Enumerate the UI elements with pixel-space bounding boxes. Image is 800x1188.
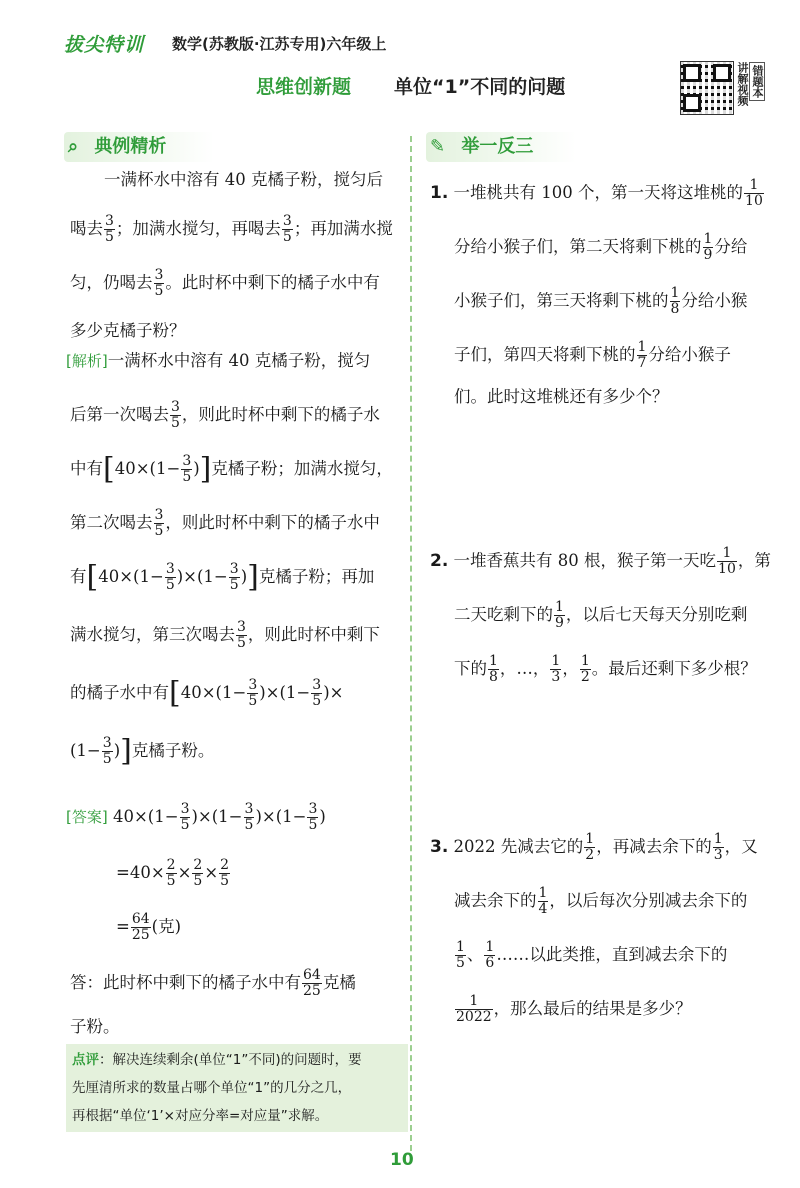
example-heading-text: 典例精析 xyxy=(94,136,167,157)
q1-number: 1. xyxy=(430,183,449,203)
analysis-line-6: 满水搅匀，第三次喝去 $\frac{3}{5}$ ，则此时杯中剩下 xyxy=(70,619,380,651)
comment-line-3: 再根据“单位‘1’×对应分率=对应量”求解。 xyxy=(72,1108,329,1124)
q1-line-4: 子们，第四天将剩下桃的 $\frac{1}{7}$ 分给小猴子 xyxy=(454,339,731,371)
q3-line-1: 3. 2022 先减去它的 $\frac{1}{2}$ ，再减去余下的 $\frac{1}{3}$ ，又 xyxy=(430,831,758,863)
qr-code-icon[interactable] xyxy=(680,61,734,115)
q1-line-3: 小猴子们，第三天将剩下桃的 $\frac{1}{8}$ 分给小猴 xyxy=(454,285,748,317)
q2-line-3: 下的 $\frac{1}{8}$ ，…， $\frac{1}{3}$ ， $\frac{1}{2}$ 。最后还剩下多少根？ xyxy=(454,653,757,685)
problem-line-2: 喝去 $\frac{3}{5}$ ；加满水搅匀，再喝去 $\frac{3}{5}$ ；再加满水搅 xyxy=(70,213,393,245)
analysis-line-2: 后第一次喝去 $\frac{3}{5}$ ，则此时杯中剩下的橘子水 xyxy=(70,399,380,431)
topic-title: 单位“1”不同的问题 xyxy=(394,76,566,98)
book-info: 数学(苏教版·江苏专用)六年级上 xyxy=(172,35,387,53)
q2-line-1: 2. 一堆香蕉共有 80 根，猴子第一天吃 $\frac{1}{10}$ ，第 xyxy=(430,545,771,577)
analysis-line-1: [解析]一满杯水中溶有 40 克橘子粉，搅匀 xyxy=(66,351,371,370)
q3-line-3: $\frac{1}{5}$ 、 $\frac{1}{6}$ ……以此类推，直到减去余下的 xyxy=(456,939,728,971)
comment-label: 点评 xyxy=(72,1052,99,1068)
column-divider xyxy=(410,136,412,1151)
answer-tag: [答案] xyxy=(66,808,108,826)
comment-line-2: 先厘清所求的数量占哪个单位“1”的几分之几， xyxy=(72,1080,352,1096)
q3-number: 3. xyxy=(430,837,449,857)
example-heading xyxy=(64,132,364,162)
comment-box: 点评：解决连续剩余(单位“1”不同)的问题时，要 先厘清所求的数量占哪个单位“1”的几分之几， 再根据“单位‘1’×对应分率=对应量”求解。 xyxy=(66,1044,408,1132)
q1-line-1: 1. 一堆桃共有 100 个，第一天将这堆桃的 $\frac{1}{10}$ xyxy=(430,177,763,209)
magnifier-icon: ⌕ xyxy=(68,136,79,157)
q2-line-2: 二天吃剩下的 $\frac{1}{9}$ ，以后七天每天分别吃剩 xyxy=(454,599,748,631)
answer-line-4: 答：此时杯中剩下的橘子水中有 $\frac{64}{25}$ 克橘 xyxy=(70,967,356,999)
practice-heading xyxy=(426,132,726,162)
analysis-line-8: (1− $\frac{3}{5}$ )]克橘子粉。 xyxy=(70,733,215,769)
pencil-icon: ✎ xyxy=(430,136,446,157)
problem-line-1: 一满杯水中溶有 40 克橘子粉，搅匀后 xyxy=(104,170,383,189)
analysis-line-4: 第二次喝去 $\frac{3}{5}$ ，则此时杯中剩下的橘子水中 xyxy=(70,507,380,539)
q1-line-5: 们。此时这堆桃还有多少个？ xyxy=(454,387,669,406)
analysis-line-5: 有[40×(1− $\frac{3}{5}$ )×(1− $\frac{3}{5}$ )]克橘子粉；再加 xyxy=(70,559,375,595)
answer-line-2: =40× $\frac{2}{5}$ × $\frac{2}{5}$ × $\frac{2}{5}$ xyxy=(116,857,230,889)
answer-line-1: [答案] 40×(1− $\frac{3}{5}$ )×(1− $\frac{3}{5}$ )×(1− $\frac{3}{5}$ ) xyxy=(66,801,326,833)
qr-label-errorbook: 错题本 xyxy=(749,62,765,101)
section-title: 思维创新题 xyxy=(256,76,352,98)
q1-line-2: 分给小猴子们，第二天将剩下桃的 $\frac{1}{9}$ 分给 xyxy=(454,231,748,263)
analysis-line-3: 中有[40×(1− $\frac{3}{5}$ )]克橘子粉；加满水搅匀， xyxy=(70,451,393,487)
practice-heading-text: 举一反三 xyxy=(461,136,534,157)
q3-line-4: $\frac{1}{2022}$ ，那么最后的结果是多少？ xyxy=(456,993,692,1025)
page-number: 10 xyxy=(390,1150,414,1170)
answer-line-5: 子粉。 xyxy=(70,1017,120,1036)
answer-line-3: = $\frac{64}{25}$ (克) xyxy=(116,911,182,943)
problem-line-4: 多少克橘子粉？ xyxy=(70,321,186,340)
analysis-line-7: 的橘子水中有[40×(1− $\frac{3}{5}$ )×(1− $\frac{3}{5}$ )× xyxy=(70,675,344,711)
brand-logo: 拔尖特训 xyxy=(64,34,145,56)
q3-line-2: 减去余下的 $\frac{1}{4}$ ，以后每次分别减去余下的 xyxy=(454,885,748,917)
q2-number: 2. xyxy=(430,551,449,571)
qr-label-video: 讲解视频 xyxy=(736,62,749,106)
problem-line-3: 匀，仍喝去 $\frac{3}{5}$ 。此时杯中剩下的橘子水中有 xyxy=(70,267,380,299)
analysis-tag: [解析] xyxy=(66,352,108,370)
